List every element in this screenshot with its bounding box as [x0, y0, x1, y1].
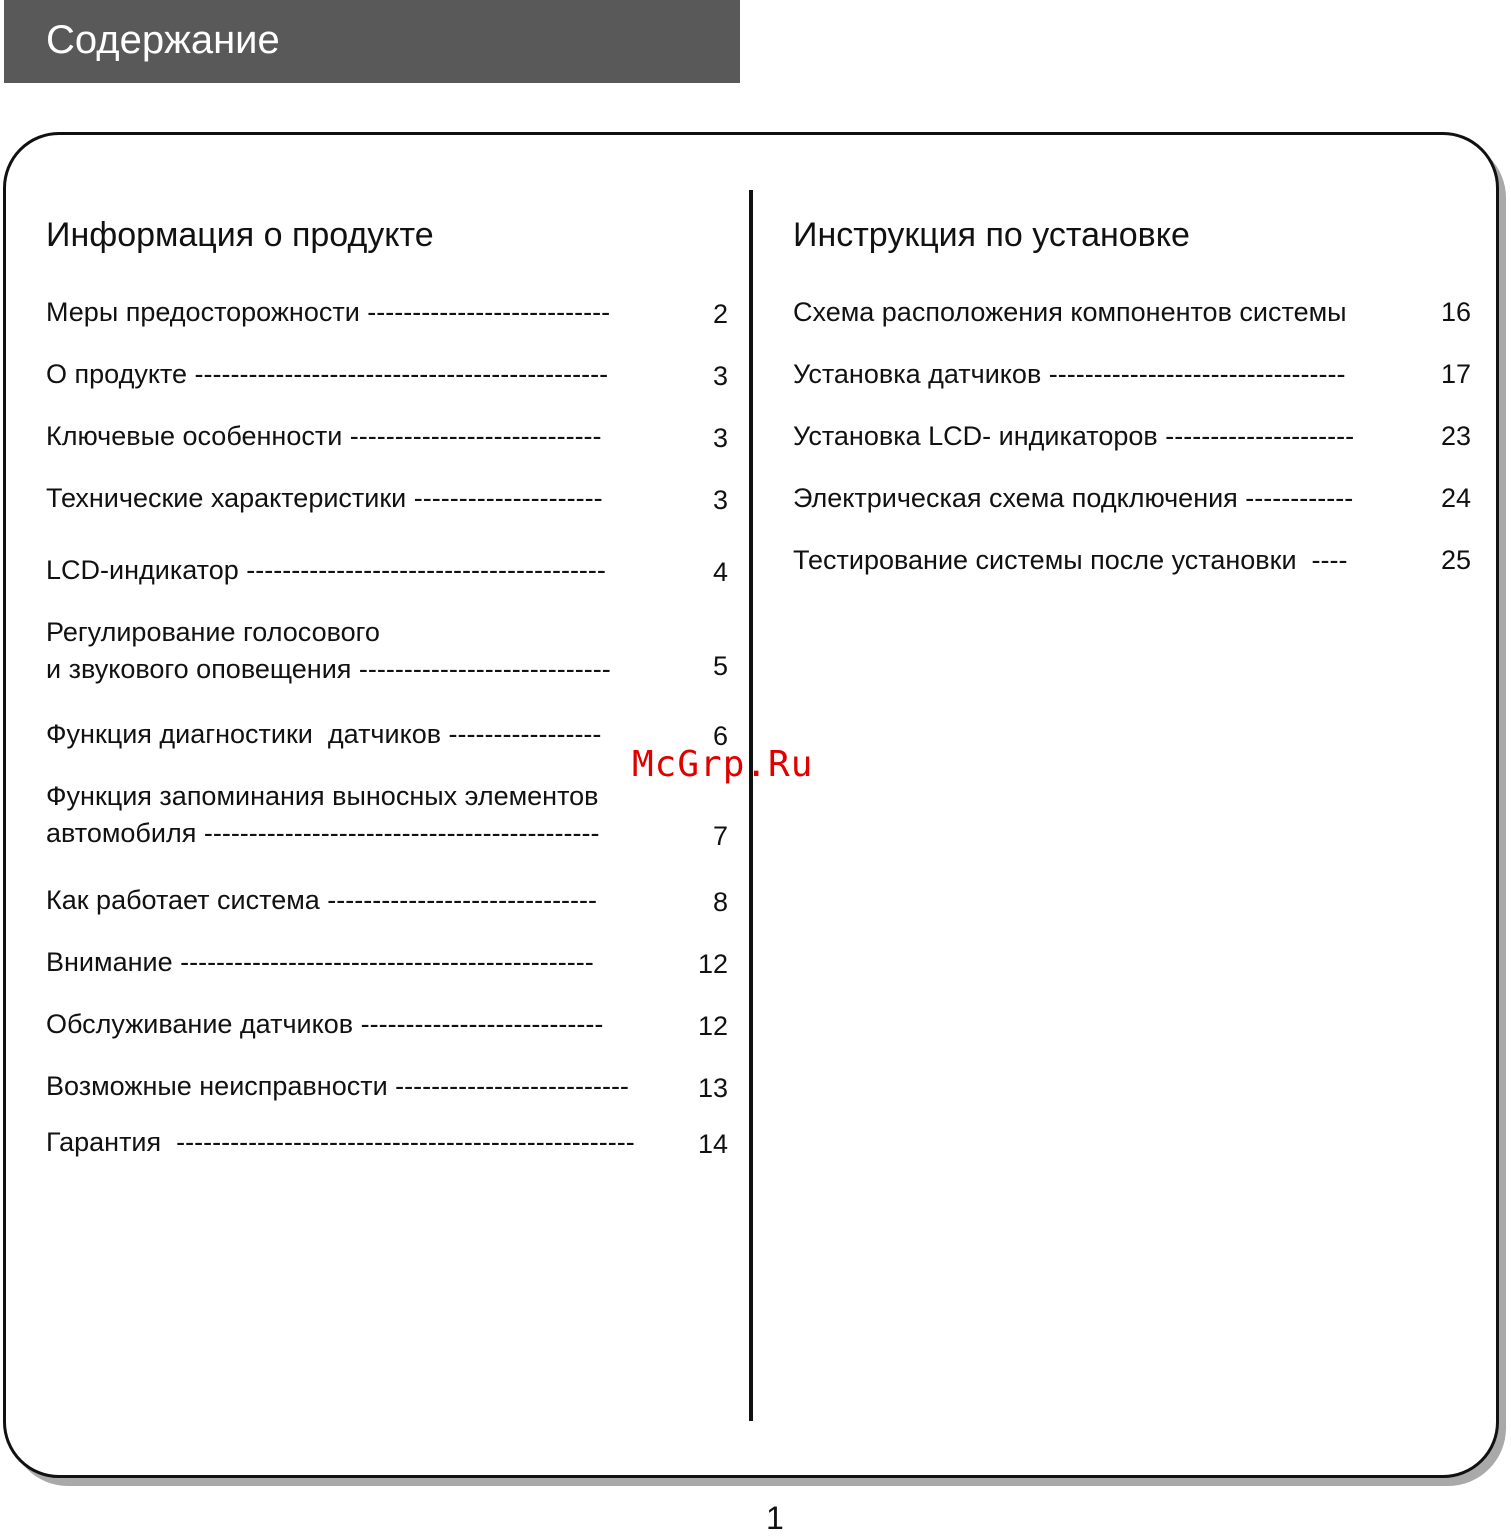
- header-bar: [4, 0, 740, 83]
- section-title-installation: Инструкция по установке: [793, 216, 1190, 254]
- toc-entry-label[interactable]: Ключевые особенности ----------------------------: [46, 421, 602, 451]
- toc-entry-label[interactable]: Возможные неисправности --------------------------: [46, 1071, 629, 1101]
- toc-entry-label[interactable]: Функция диагностики датчиков -----------------: [46, 719, 602, 749]
- toc-entry-page: 17: [1440, 359, 1471, 389]
- page-title: Содержание: [46, 18, 280, 62]
- toc-entry-page: 13: [697, 1073, 728, 1103]
- toc-entry-label[interactable]: Обслуживание датчиков ---------------------------: [46, 1009, 604, 1039]
- toc-entry-label[interactable]: Меры предосторожности ---------------------------: [46, 297, 611, 327]
- toc-entry-label[interactable]: Установка LCD- индикаторов ---------------------: [793, 421, 1355, 451]
- toc-entry-label[interactable]: О продукте ----------------------------------------------: [46, 359, 609, 389]
- toc-entry-page: 12: [697, 949, 728, 979]
- toc-entry-page: 24: [1440, 483, 1471, 513]
- toc-entry-label[interactable]: Внимание ----------------------------------------------: [46, 947, 594, 977]
- toc-entry-page: 3: [712, 485, 728, 515]
- toc-entry-label[interactable]: Функция запоминания выносных элементов автомобиля --------------------------------------------: [46, 781, 600, 848]
- toc-entry-label[interactable]: Схема расположения компонентов системы: [793, 297, 1347, 327]
- toc-entry-label[interactable]: Гарантия ---------------------------------------------------: [46, 1127, 635, 1157]
- toc-entry-page: 3: [712, 361, 728, 391]
- toc-entry-page: 16: [1440, 297, 1471, 327]
- toc-entry-page: 2: [712, 299, 728, 329]
- toc-entry-page: 3: [712, 423, 728, 453]
- toc-entry-label[interactable]: Установка датчиков ---------------------------------: [793, 359, 1346, 389]
- toc-entry-page: 23: [1440, 421, 1471, 451]
- toc-entry-page: 7: [712, 821, 728, 851]
- toc-entry-label[interactable]: Электрическая схема подключения ------------: [793, 483, 1354, 513]
- toc-entry-label[interactable]: Как работает система ------------------------------: [46, 885, 598, 915]
- toc-entry-page: 14: [697, 1129, 728, 1159]
- watermark: McGrp.Ru: [632, 744, 814, 785]
- toc-entry-page: 25: [1440, 545, 1471, 575]
- toc-entry-label[interactable]: Регулирование голосового и звукового оповещения ----------------------------: [46, 617, 611, 684]
- page-number: 1: [766, 1500, 784, 1536]
- toc-entry-page: 5: [712, 651, 728, 681]
- toc-entry-page: 12: [697, 1011, 728, 1041]
- toc-entry-label[interactable]: Тестирование системы после установки ----: [793, 545, 1348, 575]
- toc-entry-label[interactable]: Технические характеристики ---------------------: [46, 483, 603, 513]
- column-divider: [749, 190, 753, 1421]
- toc-entry-page: 6: [712, 721, 728, 751]
- toc-entry-page: 4: [712, 557, 728, 587]
- toc-entry-page: 8: [712, 887, 728, 917]
- toc-entry-label[interactable]: LCD-индикатор ----------------------------------------: [46, 555, 606, 585]
- section-title-product-info: Информация о продукте: [46, 216, 434, 254]
